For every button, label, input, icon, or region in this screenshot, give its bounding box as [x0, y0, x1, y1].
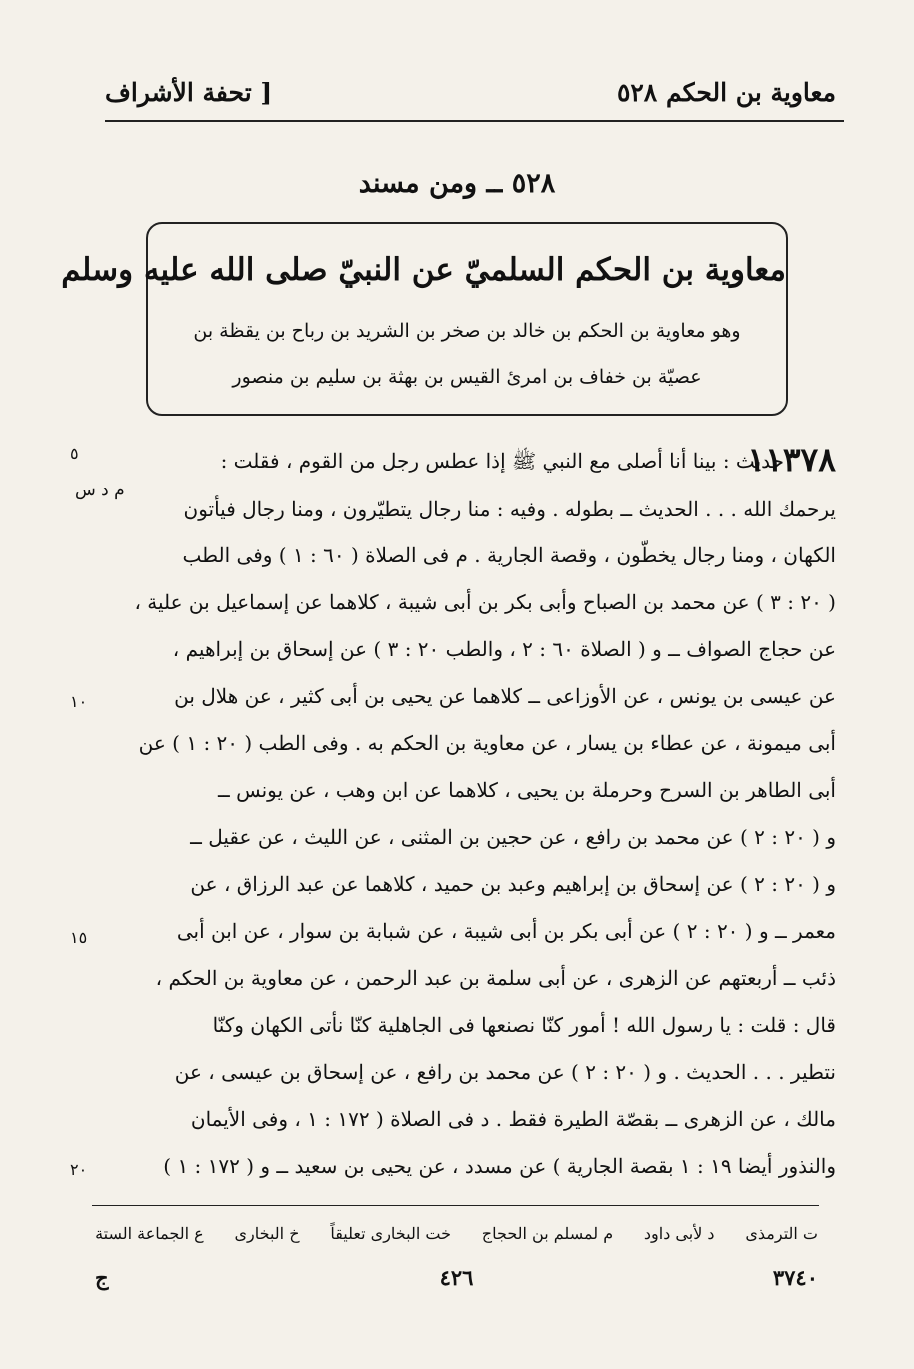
abbreviation-item: ت الترمذى [745, 1224, 818, 1243]
hadith-line: معمر ــ و ( ٢٠ : ٢ ) عن أبى بكر بن أبى شيبة ، عن شبابة بن سوار ، عن ابن أبى [176, 919, 836, 943]
hadith-sigla: م د س [75, 480, 125, 500]
companion-name-box [61, 222, 788, 416]
companion-name: معاوية بن الحكم السلميّ عن النبيّ صلى الله عليه وسلم [61, 252, 786, 288]
abbreviation-item: خ البخارى [234, 1224, 300, 1243]
hadith-line: الكهان ، ومنا رجال يخطّون ، وقصة الجارية . م فى الصلاة ( ٦٠ : ١ ) وفى الطب [182, 543, 836, 567]
companion-lineage-line: وهو معاوية بن الحكم بن خالد بن صخر بن الشريد بن رباح بن يقظة بن [193, 320, 741, 342]
abbreviation-item: ع الجماعة الستة [95, 1224, 204, 1243]
abbreviation-item: خت البخارى تعليقاً [330, 1224, 451, 1243]
musnad-heading: ٥٢٨ ــ ومن مسند [358, 168, 556, 199]
hadith-line: أبى ميمونة ، عن عطاء بن يسار ، عن معاوية بن الحكم به . وفى الطب ( ٢٠ : ١ ) عن [138, 731, 836, 755]
abbreviation-key [95, 1224, 818, 1243]
hadith-line: عن عيسى بن يونس ، عن الأوزاعى ــ كلاهما عن يحيى بن أبى كثير ، عن هلال بن [174, 684, 836, 708]
footer-rule [92, 1205, 819, 1206]
hadith-line: و ( ٢٠ : ٢ ) عن إسحاق بن إبراهيم وعبد بن حميد ، كلاهما عن عبد الرزاق ، عن [190, 872, 836, 896]
line-number-marker: ٢٠ [70, 1160, 88, 1179]
hadith-line: أبى الطاهر بن السرح وحرملة بن يحيى ، كلاهما عن ابن وهب ، عن يونس ــ [218, 778, 836, 802]
hadith-line: ( ٢٠ : ٣ ) عن محمد بن الصباح وأبى بكر بن أبى شيبة ، كلاهما عن إسماعيل بن علية ، [134, 590, 836, 614]
hadith-line: نتطير . . . الحديث . و ( ٢٠ : ٢ ) عن محمد بن رافع ، عن إسحاق بن عيسى ، عن [174, 1060, 836, 1084]
serial-number: ٣٧٤٠ [772, 1265, 818, 1290]
header-book-title: [ تحفة الأشراف [105, 78, 273, 107]
hadith-line: حديث : بينا أنا أصلى مع النبي ﷺ إذا عطس رجل من القوم ، فقلت : [220, 449, 784, 473]
companion-lineage-line: عصيّة بن خفاف بن امرئ القيس بن بهثة بن سليم بن منصور [232, 366, 702, 388]
hadith-line: و ( ٢٠ : ٢ ) عن محمد بن رافع ، عن حجين بن المثنى ، عن الليث ، عن عقيل ــ [190, 825, 836, 849]
hadith-line: والنذور أيضا ١٩ : ١ بقصة الجارية ) عن مسدد ، عن يحيى بن سعيد ــ و ( ١٧٢ : ١ ) [163, 1154, 836, 1178]
page-footer [95, 1265, 818, 1295]
hadith-number: ١١٣٧٨ [747, 440, 836, 479]
hadith-line: عن حجاج الصواف ــ و ( الصلاة ٦٠ : ٢ ، والطب ٢٠ : ٣ ) عن إسحاق بن إبراهيم ، [172, 637, 836, 661]
header-section-title: معاوية بن الحكم ٥٢٨ [616, 78, 836, 107]
abbreviation-item: د لأبى داود [643, 1224, 715, 1243]
volume-mark: ج [95, 1265, 109, 1290]
hadith-line: ذئب ــ أربعتهم عن الزهرى ، عن أبى سلمة بن عبد الرحمن ، عن معاوية بن الحكم ، [155, 966, 836, 990]
hadith-line: قال : قلت : يا رسول الله ! أمور كنّا نصنعها فى الجاهلية كنّا نأتى الكهان وكنّا [212, 1013, 836, 1037]
abbreviation-item: م لمسلم بن الحجاج [481, 1224, 614, 1243]
running-header [105, 78, 836, 112]
hadith-line: يرحمك الله . . . الحديث ــ بطوله . وفيه : منا رجال يتطيّرون ، ومنا رجال فيأتون [183, 497, 836, 521]
line-number-marker: ١٥ [70, 928, 88, 947]
line-number-marker: ١٠ [70, 692, 88, 711]
page-number: ٤٢٦ [439, 1265, 474, 1290]
header-rule [105, 120, 844, 122]
line-number-marker: ٥ [70, 444, 79, 463]
hadith-line: مالك ، عن الزهرى ــ بقصّة الطيرة فقط . د فى الصلاة ( ١٧٢ : ١ ، وفى الأيمان [190, 1107, 836, 1131]
